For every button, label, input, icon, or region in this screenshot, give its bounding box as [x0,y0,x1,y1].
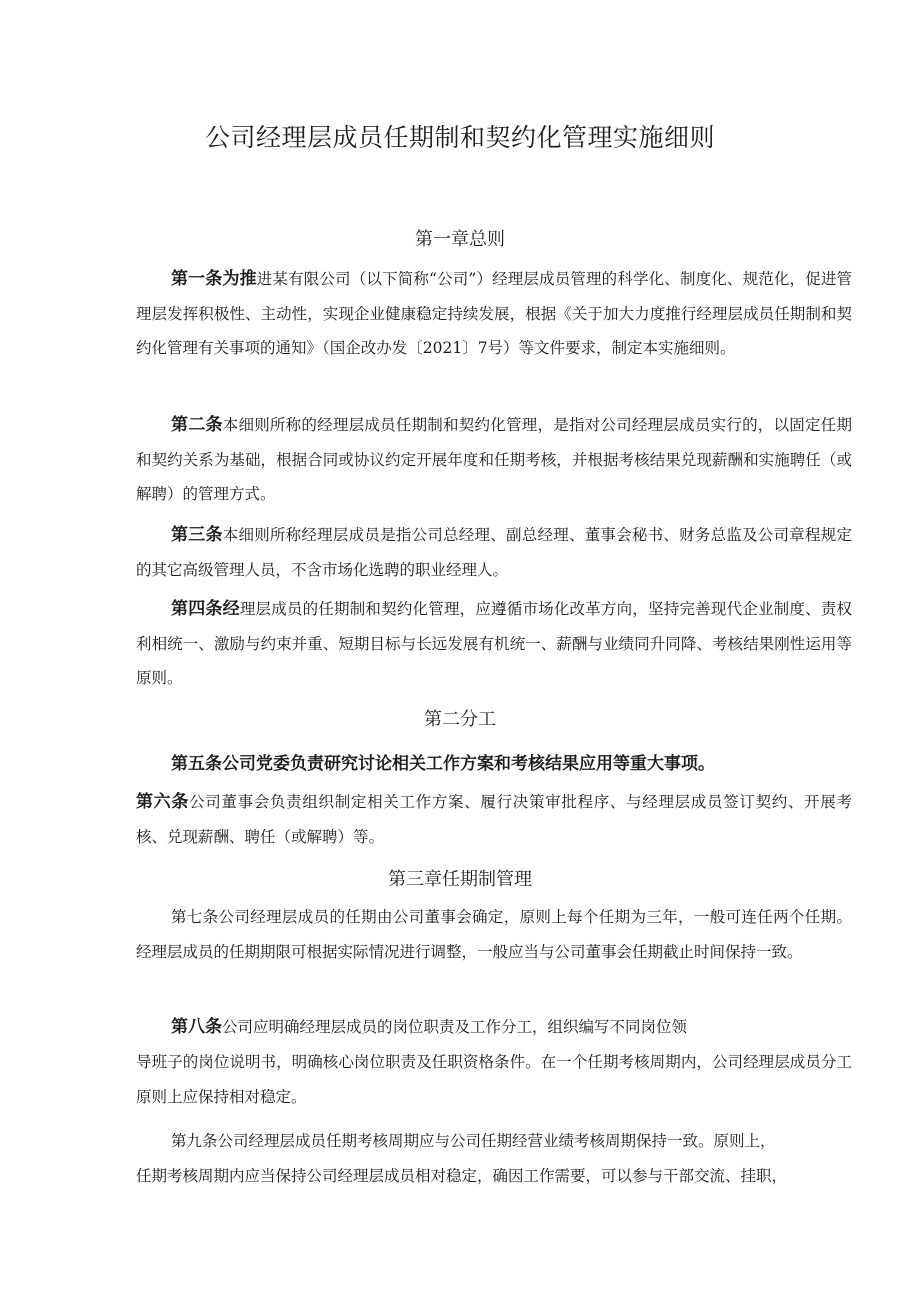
article-2 [136,408,852,512]
article-9-text-1: 第九条公司经理层成员任期考核周期应与公司任期经营业绩考核周期保持一致。原则上， [171,1132,776,1150]
article-1-lead: 第一条为推 [171,269,257,289]
article-9-line-1 [136,1124,852,1159]
article-3 [136,518,852,587]
article-2-lead: 第二条 [171,415,223,435]
document-title: 公司经理层成员任期制和契约化管理实施细则 [204,123,715,152]
article-2-text: 本细则所称的经理层成员任期制和契约化管理，是指对公司经理层成员实行的，以固定任期和契约关系为基础，根据合同或协议约定开展年度和任期考核，并根据考核结果兑现薪酬和实施聘任（或解聘）的管理方式。 [136,416,852,503]
article-8-text-2: 导班子的岗位说明书，明确核心岗位职责及任职资格条件。在一个任期考核周期内，公司经理层成员分工原则上应保持相对稳定。 [136,1053,852,1106]
article-5 [136,747,852,782]
article-7-text: 第七条公司经理层成员的任期由公司董事会确定，原则上每个任期为三年，一般可连任两个任期。经理层成员的任期期限可根据实际情况进行调整，一般应当与公司董事会任期截止时间保持一致。 [136,908,852,961]
article-8-line-2 [136,1045,852,1114]
chapter-3-heading: 第三章任期制管理 [388,869,532,890]
article-7 [136,900,852,969]
article-5-text: 第五条公司党委负责研究讨论相关工作方案和考核结果应用等重大事项。 [171,754,715,774]
article-8-line-1 [136,1010,852,1045]
article-4 [136,592,852,696]
article-4-lead: 第四条经 [171,599,240,619]
article-8-text-1: 公司应明确经理层成员的岗位职责及工作分工，组织编写不同岗位领 [222,1018,688,1036]
chapter-2-heading: 第二分工 [424,709,496,730]
article-9-line-2 [136,1159,852,1194]
article-1-text: 进某有限公司（以下简称“公司”）经理层成员管理的科学化、制度化、规范化，促进管理层发挥积极性、主动性，实现企业健康稳定持续发展，根据《关于加大力度推行经理层成员任期制和契约化管理有关事项的通知》（国企改办发〔2021〕7号）等文件要求，制定本实施细则。 [136,270,853,357]
article-1 [136,262,852,366]
article-8-lead: 第八条 [171,1017,222,1037]
article-9-text-2: 任期考核周期内应当保持公司经理层成员相对稳定，确因工作需要，可以参与干部交流、挂职， [136,1167,788,1185]
article-6-text: 公司董事会负责组织制定相关工作方案、履行决策审批程序、与经理层成员签订契约、开展考核、兑现薪酬、聘任（或解聘）等。 [136,793,852,846]
article-3-lead: 第三条 [171,525,223,545]
article-3-text: 本细则所称经理层成员是指公司总经理、副总经理、董事会秘书、财务总监及公司章程规定的其它高级管理人员，不含市场化选聘的职业经理人。 [136,526,852,579]
article-6-lead: 第六条 [136,792,190,812]
article-4-text: 理层成员的任期制和契约化管理，应遵循市场化改革方向，坚持完善现代企业制度、责权利相统一、激励与约束并重、短期目标与长远发展有机统一、薪酬与业绩同升同降、考核结果刚性运用等原则。 [136,600,852,687]
chapter-1-heading: 第一章总则 [415,229,505,250]
article-6 [136,785,852,854]
